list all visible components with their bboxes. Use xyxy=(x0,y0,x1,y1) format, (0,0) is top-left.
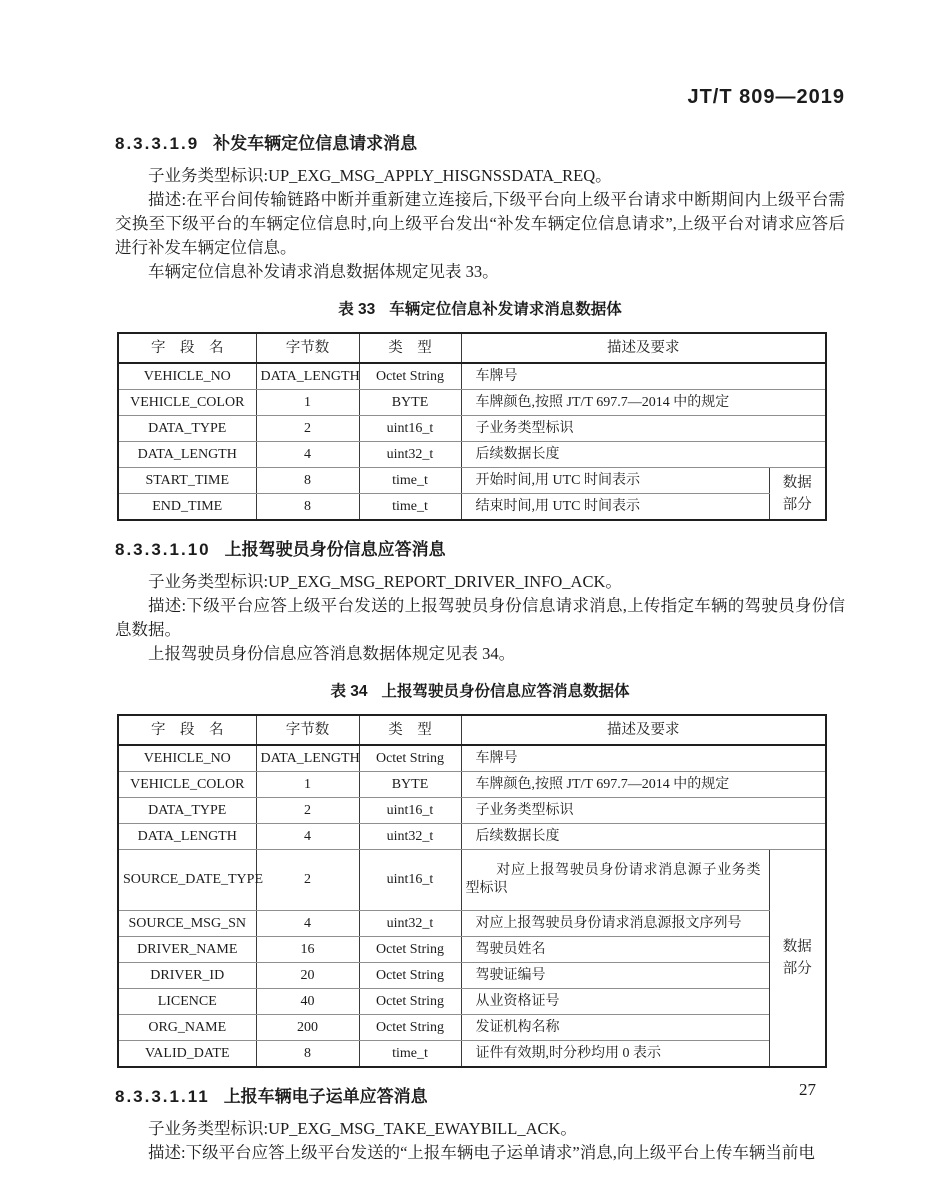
col-header-desc: 描述及要求 xyxy=(461,715,826,745)
section-title: 补发车辆定位信息请求消息 xyxy=(213,134,418,153)
table-row xyxy=(118,850,826,911)
cell-field: DATA_TYPE xyxy=(118,416,256,442)
table-row xyxy=(118,468,826,494)
col-header-type: 类 型 xyxy=(359,715,461,745)
paragraph-subtype-id: 子业务类型标识:UP_EXG_MSG_TAKE_EWAYBILL_ACK。 xyxy=(148,1119,577,1138)
table-row xyxy=(118,745,826,772)
cell-type: uint32_t xyxy=(359,911,461,937)
cell-bytes: 4 xyxy=(256,442,359,468)
table-row xyxy=(118,416,826,442)
table-33-caption-label: 表 33 xyxy=(338,301,376,318)
cell-type: uint16_t xyxy=(359,850,461,911)
section-heading-8-3-3-1-10 xyxy=(115,538,845,562)
section-heading-8-3-3-1-11 xyxy=(115,1085,845,1109)
section-number: 8.3.3.1.9 xyxy=(115,134,200,153)
table-row xyxy=(118,442,826,468)
table-34-caption xyxy=(115,681,845,703)
cell-type: time_t xyxy=(359,1041,461,1068)
table-row xyxy=(118,363,826,390)
cell-type: time_t xyxy=(359,468,461,494)
cell-type: Octet String xyxy=(359,989,461,1015)
cell-bytes: DATA_LENGTH xyxy=(256,745,359,772)
cell-bytes: 20 xyxy=(256,963,359,989)
cell-desc: 后续数据长度 xyxy=(461,824,826,850)
cell-bytes: 1 xyxy=(256,390,359,416)
cell-bytes: 8 xyxy=(256,1041,359,1068)
cell-bytes: 2 xyxy=(256,416,359,442)
paragraph-subtype-id: 子业务类型标识:UP_EXG_MSG_REPORT_DRIVER_INFO_ACK。 xyxy=(148,572,622,591)
col-header-bytes: 字节数 xyxy=(256,333,359,363)
cell-desc: 子业务类型标识 xyxy=(461,416,826,442)
table-row xyxy=(118,798,826,824)
cell-field: VEHICLE_NO xyxy=(118,745,256,772)
cell-type: uint32_t xyxy=(359,824,461,850)
table-header-row xyxy=(118,333,826,363)
document-code-header: JT/T 809—2019 xyxy=(687,86,845,108)
table-row xyxy=(118,989,826,1015)
cell-field: END_TIME xyxy=(118,494,256,521)
table-row xyxy=(118,824,826,850)
cell-field: DRIVER_ID xyxy=(118,963,256,989)
cell-desc: 子业务类型标识 xyxy=(461,798,826,824)
col-header-desc: 描述及要求 xyxy=(461,333,826,363)
data-section-group-label: 数据部分 xyxy=(769,468,826,521)
cell-field: SOURCE_DATE_TYPE xyxy=(118,850,256,911)
table-34 xyxy=(117,714,827,1068)
cell-bytes: 16 xyxy=(256,937,359,963)
cell-bytes: DATA_LENGTH xyxy=(256,363,359,390)
col-header-field: 字 段 名 xyxy=(118,715,256,745)
table-33-caption xyxy=(115,299,845,321)
cell-field: VALID_DATE xyxy=(118,1041,256,1068)
cell-desc: 从业资格证号 xyxy=(461,989,769,1015)
cell-type: BYTE xyxy=(359,772,461,798)
page-number: 27 xyxy=(799,1080,816,1099)
section-number: 8.3.3.1.11 xyxy=(115,1087,210,1106)
cell-desc: 证件有效期,时分秒均用 0 表示 xyxy=(461,1041,769,1068)
cell-desc: 后续数据长度 xyxy=(461,442,826,468)
table-row xyxy=(118,494,826,521)
cell-field: DATA_LENGTH xyxy=(118,824,256,850)
cell-type: time_t xyxy=(359,494,461,521)
cell-field: VEHICLE_COLOR xyxy=(118,390,256,416)
cell-type: Octet String xyxy=(359,363,461,390)
cell-desc: 车牌颜色,按照 JT/T 697.7—2014 中的规定 xyxy=(461,390,826,416)
cell-desc: 车牌号 xyxy=(461,745,826,772)
cell-bytes: 200 xyxy=(256,1015,359,1041)
cell-bytes: 2 xyxy=(256,850,359,911)
cell-type: Octet String xyxy=(359,745,461,772)
table-33 xyxy=(117,332,827,521)
cell-field: LICENCE xyxy=(118,989,256,1015)
table-row xyxy=(118,1015,826,1041)
section-heading-8-3-3-1-9 xyxy=(115,132,845,156)
table-34-caption-title: 上报驾驶员身份信息应答消息数据体 xyxy=(381,683,630,700)
cell-field: VEHICLE_NO xyxy=(118,363,256,390)
cell-desc: 驾驶员姓名 xyxy=(461,937,769,963)
cell-desc: 对应上报驾驶员身份请求消息源子业务类型标识 xyxy=(461,850,769,911)
table-row xyxy=(118,963,826,989)
paragraph-table-reference: 车辆定位信息补发请求消息数据体规定见表 33。 xyxy=(148,262,499,281)
table-row xyxy=(118,390,826,416)
cell-field: VEHICLE_COLOR xyxy=(118,772,256,798)
cell-type: uint32_t xyxy=(359,442,461,468)
cell-field: SOURCE_MSG_SN xyxy=(118,911,256,937)
cell-type: uint16_t xyxy=(359,416,461,442)
paragraph-description: 描述:在平台间传输链路中断并重新建立连接后,下级平台向上级平台请求中断期间内上级平台需交换至下级平台的车辆定位信息时,向上级平台发出“补发车辆定位信息请求”,上级平台对请求应答后进行补发车辆定位信息。 xyxy=(115,190,845,257)
cell-desc: 车牌号 xyxy=(461,363,826,390)
section-title: 上报驾驶员身份信息应答消息 xyxy=(224,540,446,559)
paragraph-table-reference: 上报驾驶员身份信息应答消息数据体规定见表 34。 xyxy=(148,644,516,663)
section-title: 上报车辆电子运单应答消息 xyxy=(223,1087,428,1106)
cell-field: DATA_LENGTH xyxy=(118,442,256,468)
cell-bytes: 4 xyxy=(256,911,359,937)
cell-bytes: 4 xyxy=(256,824,359,850)
cell-desc: 驾驶证编号 xyxy=(461,963,769,989)
table-row xyxy=(118,937,826,963)
col-header-field: 字 段 名 xyxy=(118,333,256,363)
cell-type: BYTE xyxy=(359,390,461,416)
cell-field: DATA_TYPE xyxy=(118,798,256,824)
cell-bytes: 2 xyxy=(256,798,359,824)
table-33-caption-title: 车辆定位信息补发请求消息数据体 xyxy=(389,301,622,318)
col-header-bytes: 字节数 xyxy=(256,715,359,745)
table-header-row xyxy=(118,715,826,745)
cell-field: START_TIME xyxy=(118,468,256,494)
cell-desc: 开始时间,用 UTC 时间表示 xyxy=(461,468,769,494)
paragraph-subtype-id: 子业务类型标识:UP_EXG_MSG_APPLY_HISGNSSDATA_REQ。 xyxy=(148,166,612,185)
cell-desc: 对应上报驾驶员身份请求消息源报文序列号 xyxy=(461,911,769,937)
paragraph-description: 描述:下级平台应答上级平台发送的“上报车辆电子运单请求”消息,向上级平台上传车辆当前电 xyxy=(148,1143,815,1162)
cell-type: Octet String xyxy=(359,1015,461,1041)
table-row xyxy=(118,772,826,798)
cell-field: ORG_NAME xyxy=(118,1015,256,1041)
cell-bytes: 40 xyxy=(256,989,359,1015)
cell-field: DRIVER_NAME xyxy=(118,937,256,963)
table-row xyxy=(118,1041,826,1068)
col-header-type: 类 型 xyxy=(359,333,461,363)
table-34-caption-label: 表 34 xyxy=(330,683,368,700)
section-number: 8.3.3.1.10 xyxy=(115,540,211,559)
cell-type: Octet String xyxy=(359,937,461,963)
cell-desc: 结束时间,用 UTC 时间表示 xyxy=(461,494,769,521)
paragraph-description: 描述:下级平台应答上级平台发送的上报驾驶员身份信息请求消息,上传指定车辆的驾驶员身份信息数据。 xyxy=(115,596,845,639)
data-section-group-label: 数据部分 xyxy=(769,850,826,1068)
cell-type: Octet String xyxy=(359,963,461,989)
cell-desc: 车牌颜色,按照 JT/T 697.7—2014 中的规定 xyxy=(461,772,826,798)
cell-bytes: 8 xyxy=(256,494,359,521)
table-row xyxy=(118,911,826,937)
cell-bytes: 1 xyxy=(256,772,359,798)
cell-desc: 发证机构名称 xyxy=(461,1015,769,1041)
cell-type: uint16_t xyxy=(359,798,461,824)
cell-bytes: 8 xyxy=(256,468,359,494)
